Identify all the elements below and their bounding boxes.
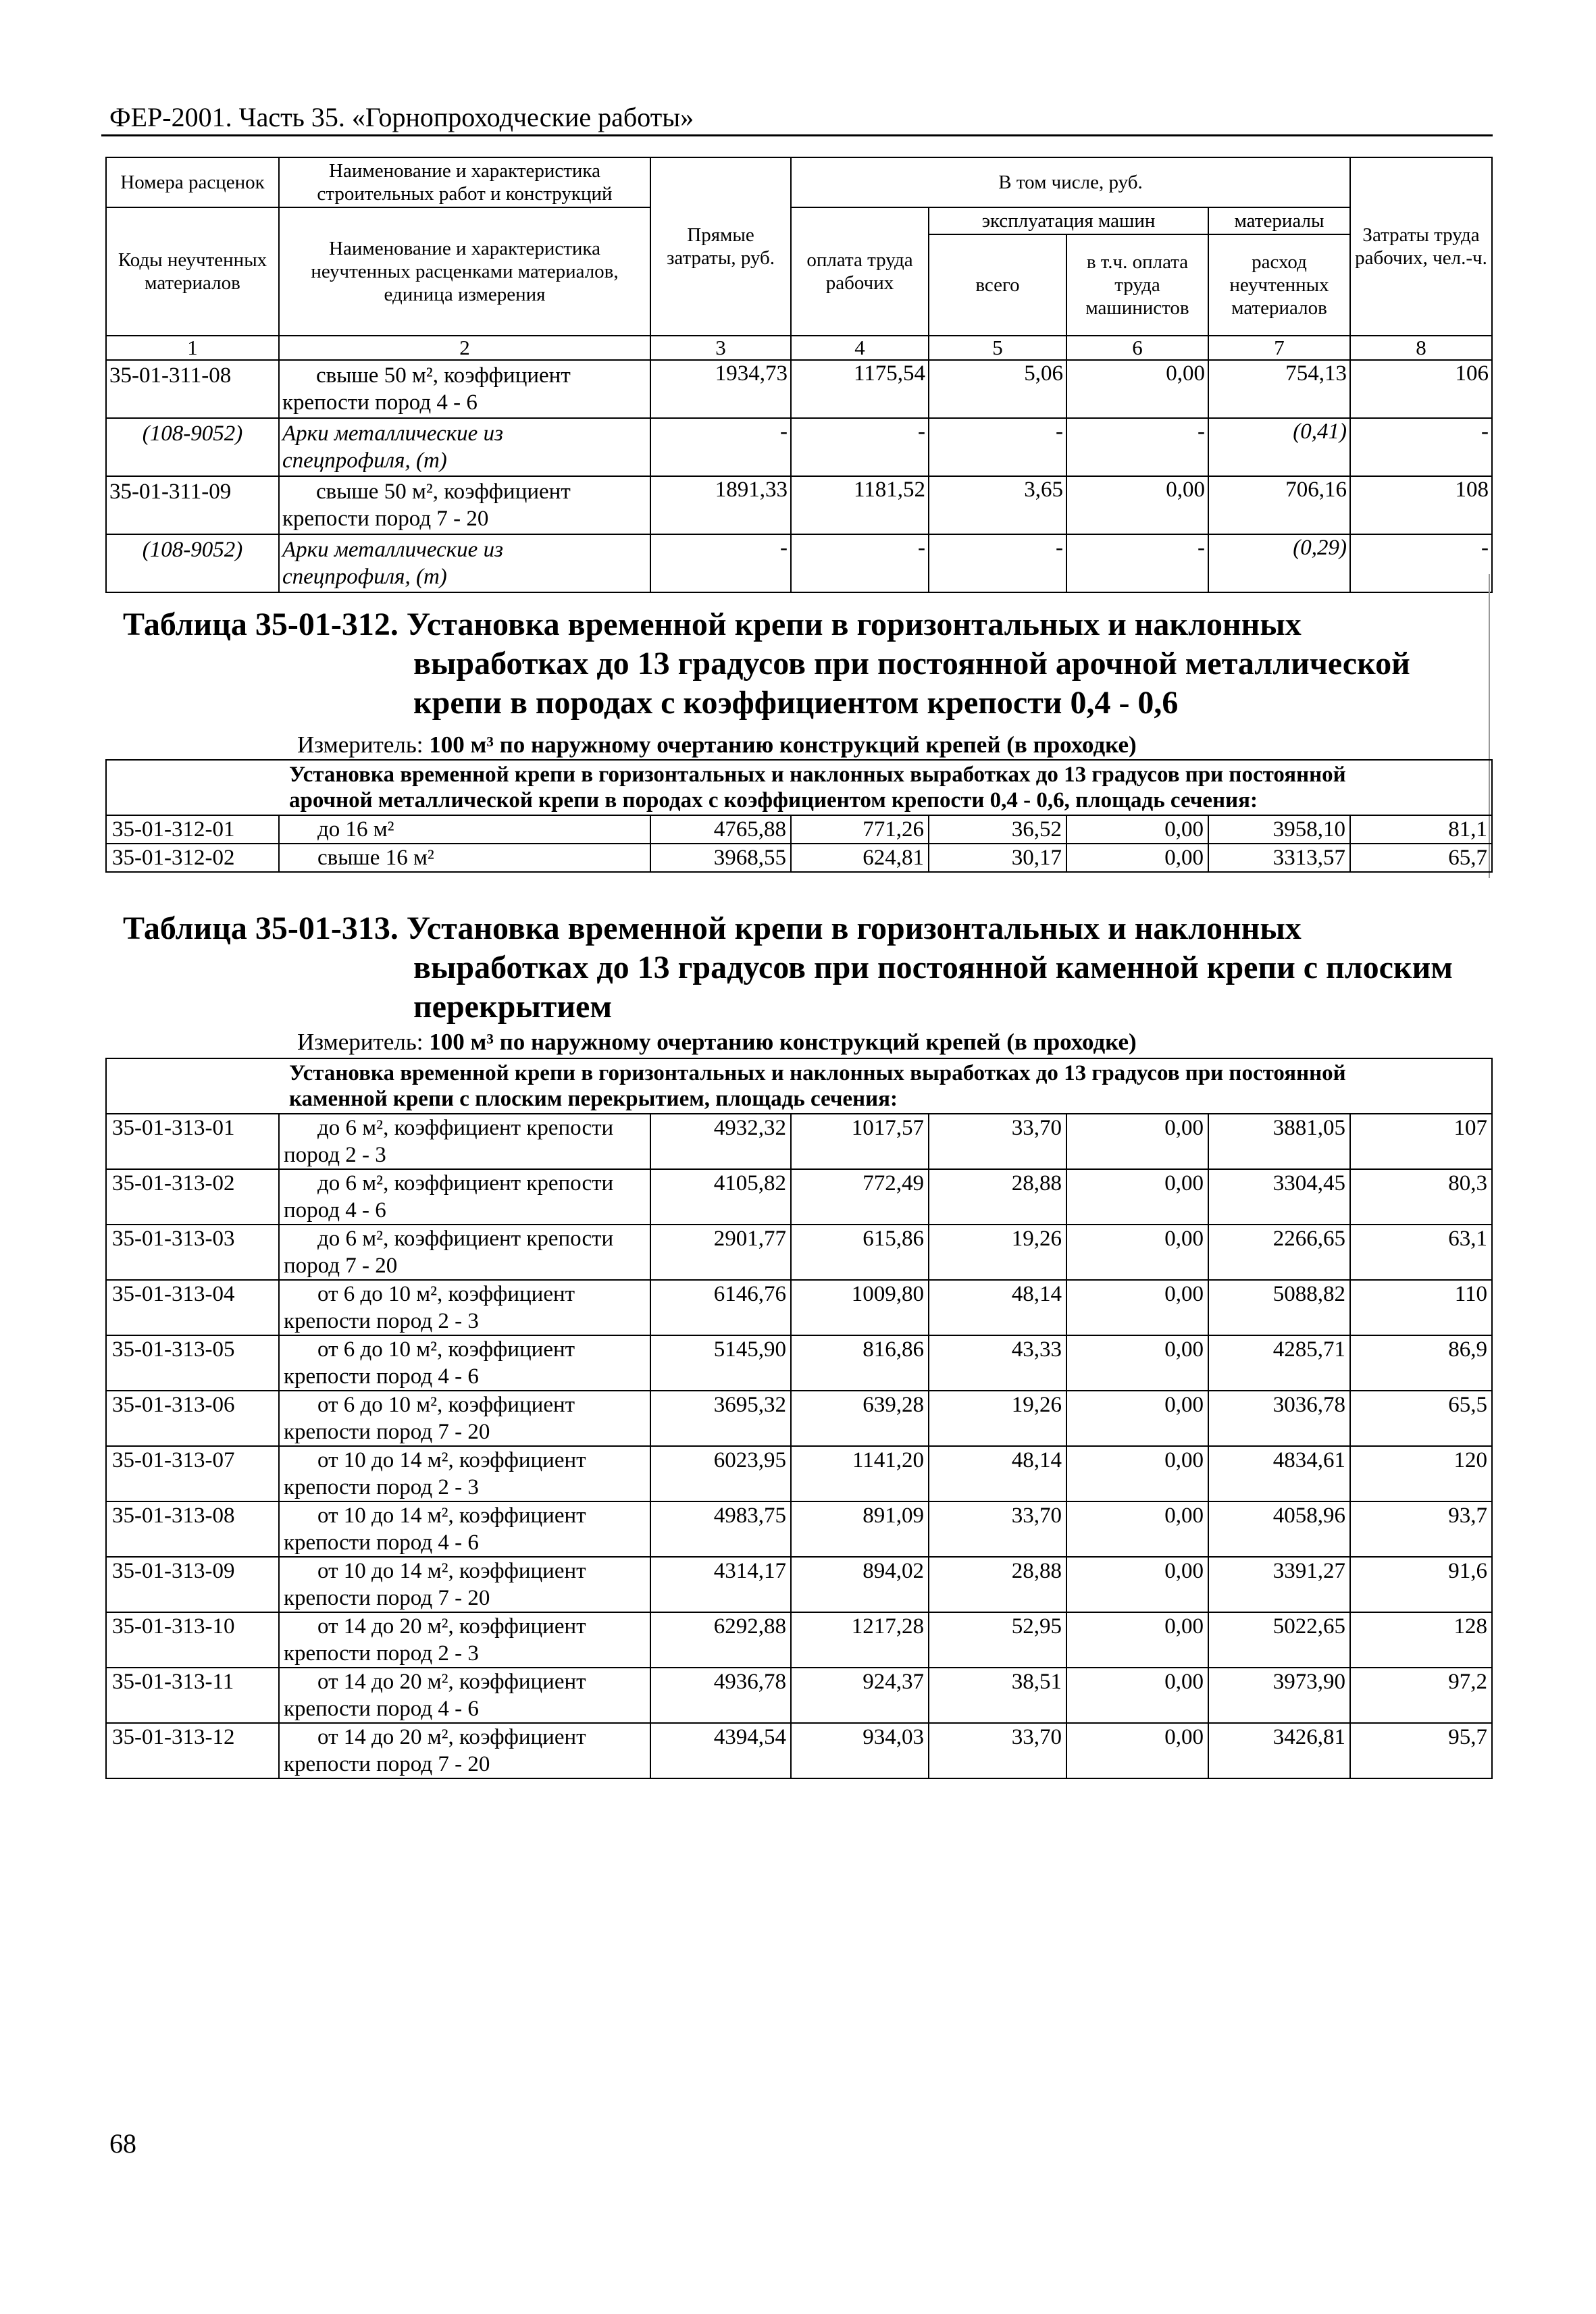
- value-labor: 95,7: [1350, 1723, 1492, 1778]
- value-machines: 33,70: [929, 1114, 1066, 1169]
- rate-name: [279, 1501, 650, 1557]
- rate-code: 35-01-313-03: [106, 1225, 279, 1280]
- value-labor-pay: 1141,20: [791, 1446, 929, 1501]
- subheading-line: каменной крепи с плоским перекрытием, площадь сечения:: [289, 1087, 898, 1111]
- table-row: [106, 1335, 1492, 1391]
- rate-name: [279, 1557, 650, 1612]
- rate-name-line: от 6 до 10 м², коэффициент: [317, 1337, 575, 1362]
- value-machines: 52,95: [929, 1612, 1066, 1668]
- value-labor-pay: 816,86: [791, 1335, 929, 1391]
- rate-name-line: от 14 до 20 м², коэффициент: [317, 1725, 586, 1749]
- rate-name-line: от 14 до 20 м², коэффициент: [317, 1614, 586, 1639]
- value-materials: 3036,78: [1208, 1391, 1350, 1446]
- value-labor-pay: 891,09: [791, 1501, 929, 1557]
- value-direct: 4983,75: [650, 1501, 791, 1557]
- column-number: 6: [1066, 336, 1208, 360]
- value-machinist-pay: 0,00: [1066, 1612, 1208, 1668]
- col-machinist-pay-header: в т.ч. оплата труда машинистов: [1066, 234, 1208, 336]
- rate-name-line: свыше 50 м², коэффициент: [316, 480, 571, 504]
- table-row: [106, 1391, 1492, 1446]
- value-machines: 43,33: [929, 1335, 1066, 1391]
- rate-name-line: от 10 до 14 м², коэффициент: [317, 1559, 586, 1583]
- value-labor-pay: 934,03: [791, 1723, 929, 1778]
- measure-label: Измеритель:: [297, 1029, 423, 1055]
- subheading-line: арочной металлической крепи в породах с коэффициентом крепости 0,4 - 0,6, площадь сечения:: [289, 788, 1258, 813]
- value-labor-pay: 772,49: [791, 1169, 929, 1225]
- rate-name-line: крепости пород 4 - 6: [282, 390, 478, 415]
- rate-name-line: пород 7 - 20: [284, 1254, 398, 1278]
- material-use-value: (0,29): [1208, 534, 1350, 592]
- material-name-line: спецпрофиля, (т): [282, 448, 447, 473]
- value-machines: 19,26: [929, 1225, 1066, 1280]
- value-direct: 3695,32: [650, 1391, 791, 1446]
- value-machines: 48,14: [929, 1446, 1066, 1501]
- value-direct: 4936,78: [650, 1668, 791, 1723]
- rate-code: 35-01-313-10: [106, 1612, 279, 1668]
- value-machinist-pay: 0,00: [1066, 1391, 1208, 1446]
- table-row: [106, 1446, 1492, 1501]
- table-313-caption-cont: [413, 948, 1453, 1027]
- rate-name: [279, 1280, 650, 1335]
- page-header: ФЕР-2001. Часть 35. «Горнопроходческие работы»: [109, 102, 694, 132]
- rate-code: 35-01-313-08: [106, 1501, 279, 1557]
- value-materials: 3426,81: [1208, 1723, 1350, 1778]
- value-machinist-pay: 0,00: [1066, 360, 1208, 418]
- value-labor: 81,1: [1350, 815, 1492, 844]
- value-labor: 93,7: [1350, 1501, 1492, 1557]
- table-312-measure: [297, 731, 1137, 759]
- value-machines: 38,51: [929, 1668, 1066, 1723]
- rate-name: [279, 476, 650, 534]
- rate-name-line: крепости пород 4 - 6: [284, 1531, 479, 1555]
- value-machines: 30,17: [929, 844, 1066, 872]
- table-row: [106, 476, 1492, 534]
- measure-label: Измеритель:: [297, 731, 423, 758]
- subheading-line: Установка временной крепи в горизонтальных и наклонных выработках до 13 градусов при постоянной: [289, 763, 1346, 787]
- table-312-title-line: Установка временной крепи в горизонтальных и наклонных: [406, 607, 1302, 642]
- subheading-line: Установка временной крепи в горизонтальных и наклонных выработках до 13 градусов при постоянной: [289, 1061, 1346, 1085]
- material-row: [106, 418, 1492, 476]
- rate-name-line: крепости пород 4 - 6: [284, 1364, 479, 1389]
- col-materials-use-header: расход неучтенных материалов: [1208, 234, 1350, 336]
- table-row: [106, 1612, 1492, 1668]
- column-number: 7: [1208, 336, 1350, 360]
- value-machines: 36,52: [929, 815, 1066, 844]
- col-codes-sub-header: Коды неучтенных материалов: [106, 207, 279, 336]
- col-materials-header: материалы: [1208, 207, 1350, 234]
- rate-code: 35-01-313-01: [106, 1114, 279, 1169]
- material-name-line: спецпрофиля, (т): [282, 565, 447, 589]
- col-machines-header: эксплуатация машин: [929, 207, 1208, 234]
- col-codes-header: Номера расценок: [106, 157, 279, 207]
- table-row: [106, 1501, 1492, 1557]
- rate-name-line: от 10 до 14 м², коэффициент: [317, 1503, 586, 1528]
- value-direct: 6292,88: [650, 1612, 791, 1668]
- rate-name: [279, 1335, 650, 1391]
- value-labor: 65,7: [1350, 844, 1492, 872]
- table-312-subheading: [106, 760, 1492, 815]
- table-311-continuation: [105, 157, 1493, 593]
- value-direct: 2901,77: [650, 1225, 791, 1280]
- value-materials: 3313,57: [1208, 844, 1350, 872]
- value-materials: 3958,10: [1208, 815, 1350, 844]
- value-machinist-pay: 0,00: [1066, 1446, 1208, 1501]
- rate-name: [279, 1612, 650, 1668]
- value-materials: 706,16: [1208, 476, 1350, 534]
- rate-name-line: до 6 м², коэффициент крепости: [317, 1227, 614, 1251]
- value-materials: 5088,82: [1208, 1280, 1350, 1335]
- table-row: [106, 1723, 1492, 1778]
- value-labor: 86,9: [1350, 1335, 1492, 1391]
- col-name-header: Наименование и характеристика строительных работ и конструкций: [279, 157, 650, 207]
- value-labor: 97,2: [1350, 1668, 1492, 1723]
- rate-code: 35-01-311-09: [106, 476, 279, 534]
- col-machines-total-header: всего: [929, 234, 1066, 336]
- rate-name: [279, 1446, 650, 1501]
- value-labor: 128: [1350, 1612, 1492, 1668]
- value-machines: 33,70: [929, 1501, 1066, 1557]
- value-labor-pay: 615,86: [791, 1225, 929, 1280]
- value-labor: 65,5: [1350, 1391, 1492, 1446]
- value-materials: 3881,05: [1208, 1114, 1350, 1169]
- rate-code: 35-01-313-02: [106, 1169, 279, 1225]
- material-value: -: [650, 534, 791, 592]
- value-direct: 4765,88: [650, 815, 791, 844]
- table-312-caption: [123, 605, 1302, 644]
- rate-name-line: до 6 м², коэффициент крепости: [317, 1116, 614, 1140]
- value-machinist-pay: 0,00: [1066, 1723, 1208, 1778]
- rate-name: [279, 1391, 650, 1446]
- value-machines: 33,70: [929, 1723, 1066, 1778]
- rate-name-line: от 10 до 14 м², коэффициент: [317, 1448, 586, 1472]
- table-312: [105, 759, 1493, 873]
- table-312-caption-cont: [413, 644, 1410, 723]
- material-use-value: (0,41): [1208, 418, 1350, 476]
- rate-code: 35-01-313-05: [106, 1335, 279, 1391]
- rate-name-line: пород 2 - 3: [284, 1143, 386, 1167]
- col-labor-pay-header: оплата труда рабочих: [791, 207, 929, 336]
- material-value: -: [1066, 534, 1208, 592]
- value-direct: 4105,82: [650, 1169, 791, 1225]
- value-labor: 108: [1350, 476, 1492, 534]
- value-direct: 1891,33: [650, 476, 791, 534]
- value-machinist-pay: 0,00: [1066, 1668, 1208, 1723]
- value-materials: 4834,61: [1208, 1446, 1350, 1501]
- rate-name: [279, 815, 650, 844]
- rate-name-line: крепости пород 7 - 20: [284, 1420, 490, 1444]
- value-direct: 4932,32: [650, 1114, 791, 1169]
- value-machines: 28,88: [929, 1169, 1066, 1225]
- value-labor: 120: [1350, 1446, 1492, 1501]
- value-labor-pay: 771,26: [791, 815, 929, 844]
- value-labor: 110: [1350, 1280, 1492, 1335]
- value-labor-pay: 924,37: [791, 1668, 929, 1723]
- value-labor-pay: 894,02: [791, 1557, 929, 1612]
- material-code: (108-9052): [106, 418, 279, 476]
- rate-name-line: от 6 до 10 м², коэффициент: [317, 1282, 575, 1306]
- table-row: [106, 1169, 1492, 1225]
- rate-code: 35-01-313-06: [106, 1391, 279, 1446]
- rate-name: [279, 1225, 650, 1280]
- value-machinist-pay: 0,00: [1066, 1557, 1208, 1612]
- table-313-subheading-cell: [106, 1058, 1492, 1114]
- value-labor: 106: [1350, 360, 1492, 418]
- value-machinist-pay: 0,00: [1066, 1114, 1208, 1169]
- table-row: [106, 360, 1492, 418]
- rate-name-line: от 14 до 20 м², коэффициент: [317, 1670, 586, 1694]
- rate-name-line: крепости пород 2 - 3: [284, 1475, 479, 1499]
- table-312-title-line: крепи в породах с коэффициентом крепости 0,4 - 0,6: [413, 685, 1179, 721]
- material-value: -: [929, 418, 1066, 476]
- value-materials: 3973,90: [1208, 1668, 1350, 1723]
- rate-code: 35-01-313-09: [106, 1557, 279, 1612]
- rate-name-line: крепости пород 2 - 3: [284, 1309, 479, 1333]
- header-rule: [101, 134, 1493, 136]
- value-machinist-pay: 0,00: [1066, 1225, 1208, 1280]
- table-312-subheading-cell: [106, 760, 1492, 815]
- value-materials: 3304,45: [1208, 1169, 1350, 1225]
- table-313-title-line: выработках до 13 градусов при постоянной каменной крепи с плоским: [413, 950, 1453, 985]
- table-313-title-line: Установка временной крепи в горизонтальных и наклонных: [406, 910, 1302, 946]
- rate-name-line: крепости пород 7 - 20: [284, 1752, 490, 1776]
- material-code: (108-9052): [106, 534, 279, 592]
- value-labor-pay: 1009,80: [791, 1280, 929, 1335]
- value-labor: 80,3: [1350, 1169, 1492, 1225]
- rate-name-line: крепости пород 4 - 6: [284, 1697, 479, 1721]
- value-machinist-pay: 0,00: [1066, 1169, 1208, 1225]
- page-number: 68: [109, 2128, 136, 2159]
- table-row: [106, 1557, 1492, 1612]
- value-machinist-pay: 0,00: [1066, 1335, 1208, 1391]
- table-row: [106, 844, 1492, 872]
- value-machinist-pay: 0,00: [1066, 476, 1208, 534]
- rate-code: 35-01-311-08: [106, 360, 279, 418]
- rate-name: [279, 844, 650, 872]
- column-number: 1: [106, 336, 279, 360]
- value-machinist-pay: 0,00: [1066, 844, 1208, 872]
- rate-name-line: крепости пород 7 - 20: [282, 507, 489, 531]
- value-direct: 1934,73: [650, 360, 791, 418]
- material-value: -: [1066, 418, 1208, 476]
- material-value: -: [1350, 418, 1492, 476]
- material-value: -: [650, 418, 791, 476]
- value-machines: 48,14: [929, 1280, 1066, 1335]
- rate-name: [279, 1668, 650, 1723]
- table-312-label: Таблица 35-01-312.: [123, 607, 398, 642]
- material-row: [106, 534, 1492, 592]
- rate-name: [279, 360, 650, 418]
- table-313: [105, 1058, 1493, 1779]
- value-labor-pay: 1017,57: [791, 1114, 929, 1169]
- value-direct: 4394,54: [650, 1723, 791, 1778]
- value-labor-pay: 1175,54: [791, 360, 929, 418]
- column-number: 5: [929, 336, 1066, 360]
- material-name: [279, 534, 650, 592]
- rate-code: 35-01-312-02: [106, 844, 279, 872]
- rate-name-line: свыше 50 м², коэффициент: [316, 363, 571, 388]
- table-row: [106, 1114, 1492, 1169]
- rate-code: 35-01-313-04: [106, 1280, 279, 1335]
- value-materials: 3391,27: [1208, 1557, 1350, 1612]
- rate-name-line: от 6 до 10 м², коэффициент: [317, 1393, 575, 1417]
- value-labor-pay: 1217,28: [791, 1612, 929, 1668]
- rate-name: [279, 1169, 650, 1225]
- material-name-line: Арки металлические из: [282, 538, 503, 562]
- material-value: -: [1350, 534, 1492, 592]
- value-direct: 4314,17: [650, 1557, 791, 1612]
- rate-name-line: крепости пород 7 - 20: [284, 1586, 490, 1610]
- value-direct: 6023,95: [650, 1446, 791, 1501]
- value-labor: 91,6: [1350, 1557, 1492, 1612]
- table-row: [106, 815, 1492, 844]
- rate-name-line: крепости пород 2 - 3: [284, 1641, 479, 1666]
- rate-code: 35-01-313-07: [106, 1446, 279, 1501]
- value-labor-pay: 624,81: [791, 844, 929, 872]
- rate-code: 35-01-313-12: [106, 1723, 279, 1778]
- material-name: [279, 418, 650, 476]
- value-materials: 2266,65: [1208, 1225, 1350, 1280]
- value-machines: 19,26: [929, 1391, 1066, 1446]
- value-materials: 754,13: [1208, 360, 1350, 418]
- value-labor-pay: 1181,52: [791, 476, 929, 534]
- value-machinist-pay: 0,00: [1066, 1501, 1208, 1557]
- value-machines: 28,88: [929, 1557, 1066, 1612]
- material-name-line: Арки металлические из: [282, 421, 503, 446]
- column-numbers-row: [106, 336, 1492, 360]
- value-materials: 4058,96: [1208, 1501, 1350, 1557]
- table-313-title-line: перекрытием: [413, 989, 613, 1025]
- col-including-header: В том числе, руб.: [791, 157, 1350, 207]
- rate-code: 35-01-313-11: [106, 1668, 279, 1723]
- measure-value: 100 м³ по наружному очертанию конструкций крепей (в проходке): [429, 1029, 1137, 1055]
- col-direct-header: Прямые затраты, руб.: [650, 157, 791, 336]
- value-labor: 63,1: [1350, 1225, 1492, 1280]
- material-value: -: [929, 534, 1066, 592]
- value-machinist-pay: 0,00: [1066, 815, 1208, 844]
- table-313-measure: [297, 1028, 1137, 1056]
- rate-name-line: до 6 м², коэффициент крепости: [317, 1171, 614, 1195]
- value-direct: 3968,55: [650, 844, 791, 872]
- value-machines: 5,06: [929, 360, 1066, 418]
- rate-name: [279, 1114, 650, 1169]
- material-value: -: [791, 418, 929, 476]
- table-313-subheading: [106, 1058, 1492, 1114]
- measure-value: 100 м³ по наружному очертанию конструкций крепей (в проходке): [429, 731, 1137, 758]
- value-materials: 4285,71: [1208, 1335, 1350, 1391]
- table-row: [106, 1225, 1492, 1280]
- value-labor: 107: [1350, 1114, 1492, 1169]
- value-direct: 5145,90: [650, 1335, 791, 1391]
- rate-name-line: свыше 16 м²: [317, 846, 434, 870]
- material-value: -: [791, 534, 929, 592]
- column-number: 3: [650, 336, 791, 360]
- column-number: 4: [791, 336, 929, 360]
- rate-name-line: пород 4 - 6: [284, 1198, 386, 1223]
- value-direct: 6146,76: [650, 1280, 791, 1335]
- column-number: 8: [1350, 336, 1492, 360]
- value-materials: 5022,65: [1208, 1612, 1350, 1668]
- value-machinist-pay: 0,00: [1066, 1280, 1208, 1335]
- rate-name: [279, 1723, 650, 1778]
- col-name-sub-header: Наименование и характеристика неучтенных расценками материалов, единица измерения: [279, 207, 650, 336]
- rate-name-line: до 16 м²: [317, 817, 394, 842]
- table-row: [106, 1280, 1492, 1335]
- value-labor-pay: 639,28: [791, 1391, 929, 1446]
- col-labor-header: Затраты труда рабочих, чел.-ч.: [1350, 157, 1492, 336]
- table-313-label: Таблица 35-01-313.: [123, 910, 398, 946]
- table-row: [106, 1668, 1492, 1723]
- table-313-caption: [123, 909, 1302, 948]
- table-312-title-line: выработках до 13 градусов при постоянной арочной металлической: [413, 646, 1410, 682]
- column-number: 2: [279, 336, 650, 360]
- value-machines: 3,65: [929, 476, 1066, 534]
- rate-code: 35-01-312-01: [106, 815, 279, 844]
